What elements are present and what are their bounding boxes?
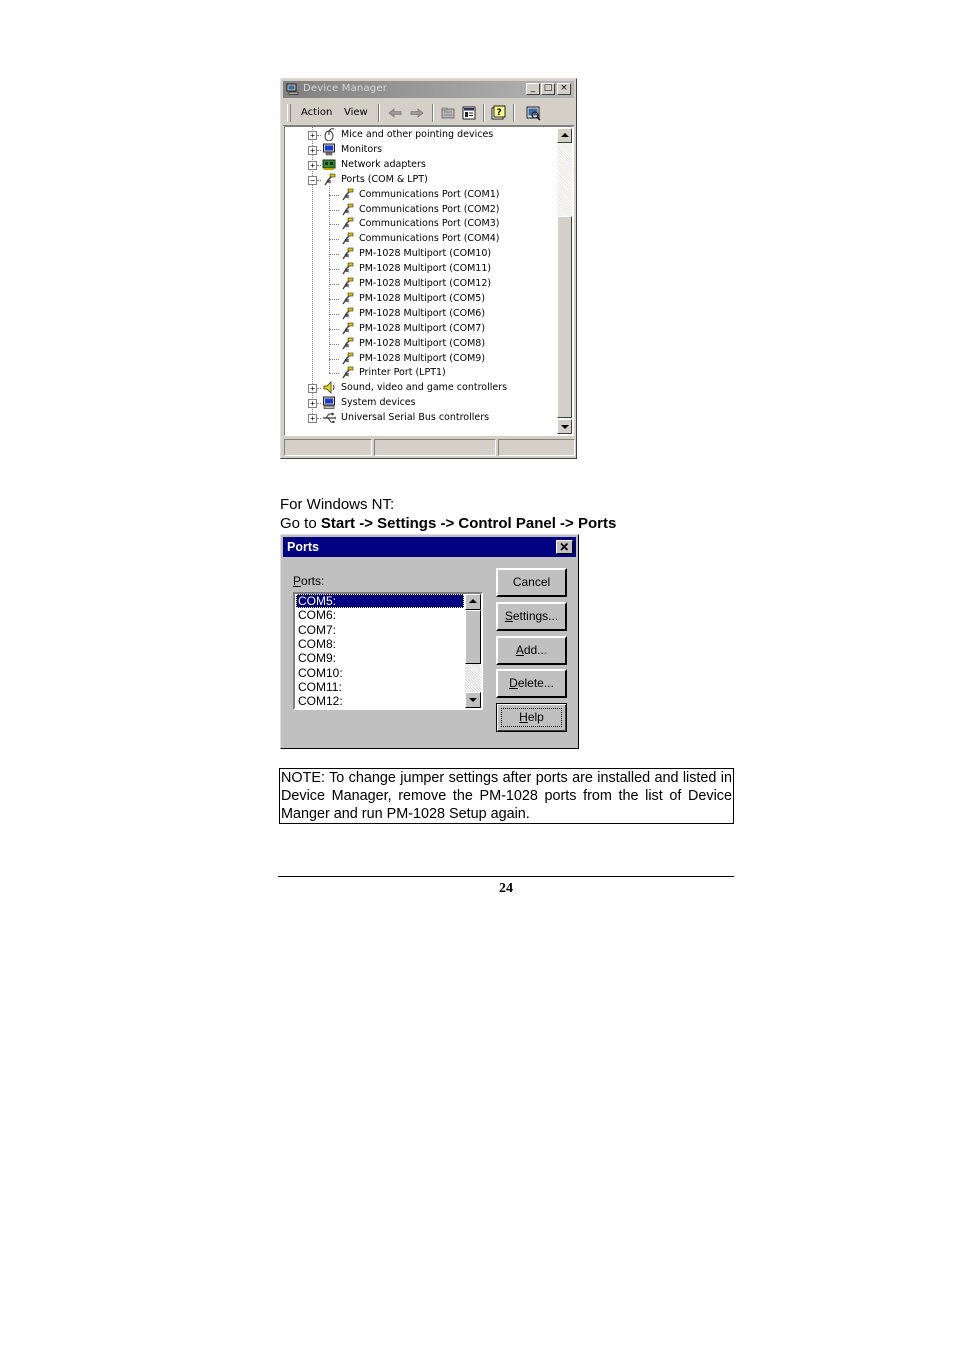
add-accel: A [515,643,524,657]
tree-label: Mice and other pointing devices [341,129,494,140]
expand-icon[interactable]: + [308,161,317,170]
ports-close-button[interactable] [556,540,573,554]
port-icon [340,277,354,290]
device-manager-window [280,78,577,459]
port-list-item[interactable]: COM5: [296,594,464,608]
expand-icon[interactable]: + [308,131,317,140]
status-pane [374,439,496,456]
tree-label: Communications Port (COM1) [359,188,500,200]
tree-category[interactable] [285,396,555,410]
port-icon [340,188,354,201]
toolbar-separator [378,104,380,122]
network-adapter-icon [322,158,336,171]
close-icon: × [560,83,568,93]
tree-connector [317,165,321,166]
help-button[interactable] [496,703,567,732]
ports-dialog [280,534,579,749]
help-button-label: elp [527,710,544,724]
tree-label: Universal Serial Bus controllers [341,412,490,424]
tree-label: Monitors [341,143,383,155]
status-bar [284,439,575,456]
instruction-prefix: Go to [280,515,321,532]
status-pane [498,439,575,456]
navigation-instruction [280,515,616,532]
port-icon [340,292,354,305]
tree-category[interactable] [285,143,555,157]
tree-device[interactable] [285,203,555,217]
port-icon [340,203,354,216]
ports-label-text: orts: [301,574,325,588]
port-icon [340,217,354,230]
toolbar-separator [432,104,434,122]
port-list-item[interactable]: COM7: [298,622,337,637]
scroll-thumb[interactable] [465,610,481,664]
port-list-item[interactable]: COM8: [298,636,337,651]
tree-label: PM-1028 Multiport (COM6) [359,307,486,319]
tree-connector [329,314,339,315]
ports-dialog-title: Ports [287,540,319,554]
tree-label: Communications Port (COM2) [359,203,500,215]
help-icon[interactable] [490,105,506,121]
port-icon [340,307,354,320]
settings-button-label: ettings... [512,609,559,623]
help-accel: H [519,710,528,724]
tree-device[interactable] [285,366,555,380]
delete-accel: D [509,676,518,690]
tree-connector [329,210,339,211]
tree-category[interactable] [285,158,555,172]
tree-label: PM-1028 Multiport (COM9) [359,352,486,364]
tree-category[interactable] [285,381,555,395]
tree-device[interactable] [285,277,555,291]
toolbar-separator [483,104,485,122]
mouse-icon [322,128,336,141]
expand-icon[interactable]: + [308,399,317,408]
tree-device[interactable] [285,247,555,261]
note-box [279,768,734,824]
maximize-button[interactable] [541,83,555,95]
tree-connector [329,195,339,196]
computer-icon [322,396,336,409]
port-list-item[interactable]: COM12: [298,694,343,709]
port-list-item[interactable]: COM11: [298,679,342,694]
toolbar-grip[interactable] [287,104,291,122]
tree-connector [329,373,339,374]
forward-arrow-icon[interactable] [409,105,425,121]
svg-text:?: ? [496,108,502,118]
close-icon [557,541,572,553]
monitor-icon [322,143,336,156]
port-icon [340,366,354,379]
scroll-up-button[interactable] [465,594,481,610]
tree-label: Ports (COM & LPT) [341,173,428,185]
collapse-icon[interactable]: − [308,176,317,185]
expand-icon[interactable]: + [308,146,317,155]
tree-category[interactable] [285,411,555,425]
ports-listbox[interactable] [293,592,483,710]
footer-divider [278,876,734,877]
toolbar [283,101,574,126]
arrow-down-icon [469,698,477,702]
tree-label: Printer Port (LPT1) [359,367,446,379]
close-button[interactable] [557,83,571,95]
tree-connector [329,186,330,374]
tree-device[interactable] [285,307,555,321]
tree-device[interactable] [285,262,555,276]
device-tree-scrollbar[interactable] [557,128,572,434]
settings-button[interactable] [496,602,567,631]
tree-label: Network adapters [341,158,426,170]
device-manager-title: Device Manager [303,83,388,94]
note-text: NOTE: To change jumper settings after ports are installed and listed in Device Manager, remove the PM-1028 ports from the list of Device Manger and run PM-1028 Setup again. [281,770,732,822]
tree-label: Sound, video and game controllers [341,382,508,394]
scroll-up-button[interactable] [557,128,572,143]
port-list-item[interactable]: COM10: [298,665,343,680]
tree-label: Communications Port (COM3) [359,218,500,230]
tree-device[interactable] [285,352,555,366]
status-pane [284,439,372,456]
tree-device[interactable] [285,337,555,351]
port-icon [340,262,354,275]
expand-icon[interactable]: + [308,414,317,423]
tree-device[interactable] [285,232,555,246]
scroll-down-button[interactable] [465,692,481,708]
back-arrow-icon[interactable] [387,105,403,121]
ports-dialog-title-bar[interactable] [283,537,576,557]
tree-label: System devices [341,397,416,409]
tree-connector [317,388,321,389]
arrow-up-icon [561,133,569,137]
tree-device[interactable] [285,322,555,336]
device-tree[interactable] [284,126,574,436]
page-number: 24 [499,881,513,896]
tree-connector [329,359,339,360]
tree-connector [329,254,339,255]
tree-device[interactable] [285,217,555,231]
arrow-down-icon [561,425,569,429]
tree-connector [317,418,321,419]
scroll-down-button[interactable] [557,419,572,434]
tree-device[interactable] [285,292,555,306]
scan-hardware-icon[interactable] [525,105,541,121]
port-list-item[interactable]: COM9: [298,651,337,666]
properties-icon[interactable] [461,105,477,121]
windows-nt-heading: For Windows NT: [280,496,395,513]
ports-list-label [293,574,324,588]
tree-label: PM-1028 Multiport (COM8) [359,337,486,349]
speaker-icon [322,381,336,394]
port-icon [340,232,354,245]
tree-connector [317,180,321,181]
tree-connector [317,403,321,404]
tree-connector [329,239,339,240]
instruction-path: Start -> Settings -> Control Panel -> Ports [320,515,617,532]
tree-connector [317,135,321,136]
tree-label: PM-1028 Multiport (COM11) [359,263,492,275]
arrow-up-icon [469,599,477,603]
minimize-button[interactable] [526,83,540,95]
device-manager-app-icon [286,83,299,95]
tree-connector [329,329,339,330]
settings-accel: S [504,609,513,623]
cancel-button-label: Cancel [512,575,551,589]
add-button[interactable] [496,636,567,665]
tree-label: PM-1028 Multiport (COM5) [359,292,486,304]
minimize-icon: _ [530,83,536,93]
toolbar-separator [513,104,515,122]
tree-connector [329,299,339,300]
port-icon [322,173,336,186]
expand-icon[interactable]: + [308,384,317,393]
device-manager-title-bar[interactable] [283,81,574,98]
focus-rectangle [501,708,562,727]
ports-list-scrollbar[interactable] [465,594,481,708]
delete-button-label: elete... [517,676,554,690]
tree-label: PM-1028 Multiport (COM12) [359,278,492,289]
usb-icon [322,411,336,424]
tree-connector [329,224,339,225]
tree-connector [317,150,321,151]
tree-label: PM-1028 Multiport (COM10) [359,248,492,260]
tree-connector [329,284,339,285]
port-list-item[interactable]: COM6: [298,608,337,623]
port-icon [340,337,354,350]
tree-connector [329,269,339,270]
port-icon [340,247,354,260]
delete-button[interactable] [496,669,567,698]
tree-label: Communications Port (COM4) [359,233,500,245]
add-button-label: dd... [523,643,548,657]
view-menu[interactable]: View [344,107,368,118]
maximize-icon: □ [543,83,553,93]
ports-label-accel: P [293,574,302,588]
scroll-thumb[interactable] [557,216,572,418]
tree-category[interactable] [285,173,555,187]
folder-tree-icon[interactable] [440,105,456,121]
port-icon [340,352,354,365]
port-icon [340,322,354,335]
tree-label: PM-1028 Multiport (COM7) [359,322,486,334]
tree-category[interactable] [285,128,555,142]
cancel-button[interactable] [496,568,567,597]
action-menu[interactable]: Action [301,107,333,118]
tree-connector [329,344,339,345]
tree-device[interactable] [285,188,555,202]
